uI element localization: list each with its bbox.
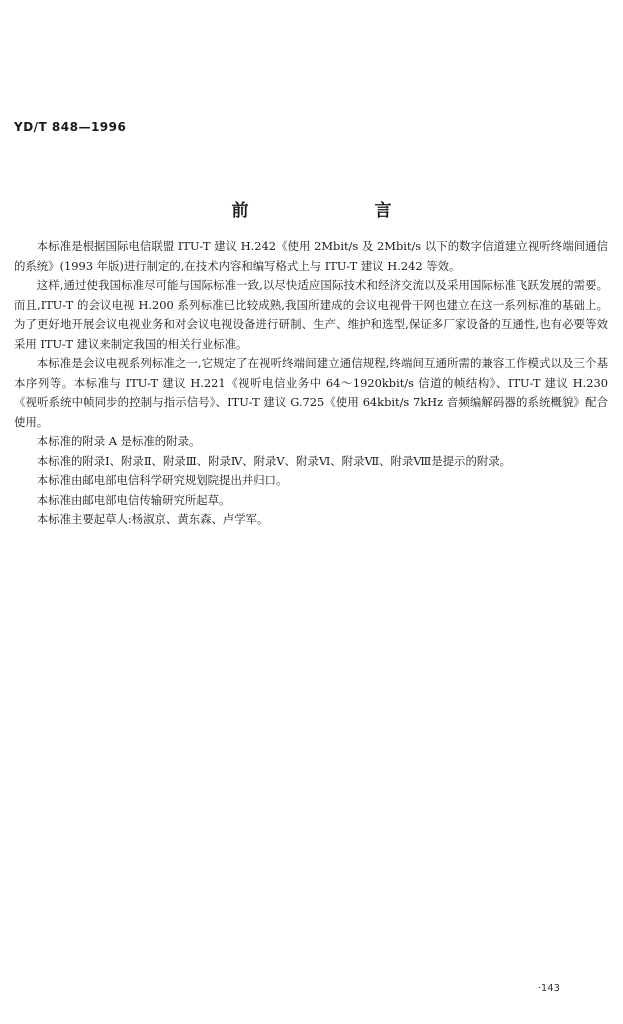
paragraph-drafters: 本标准主要起草人:杨淑京、黄东森、卢学军。 (36, 512, 269, 526)
paragraph-proposer: 本标准由邮电部电信科学研究规划院提出并归口。 (36, 473, 288, 487)
document-code: YD/T 848—1996 (14, 120, 127, 134)
section-title: 前 言 (231, 201, 452, 221)
page-number: ·143 (537, 983, 560, 994)
preface-body (14, 237, 608, 530)
paragraph-normative-annex: 本标准的附录 A 是标准的附录。 (36, 434, 201, 448)
paragraph-scope: 本标准是会议电视系列标准之一,它规定了在视听终端间建立通信规程,终端间互通所需的兼容工作模式以及三个基本序列等。本标准与 ITU-T 建议 H.221《视听电信业务中 64～1920kbit/s 信道的帧结构》、ITU-T 建议 H.230《视听系统中帧同步的控制与指示信号》、ITU-T 建议 G.725《使用 64kbit/s 7kHz 音频编解码器的系统概貌》配合使用。 (14, 356, 608, 429)
paragraph-informative-annexes: 本标准的附录Ⅰ、附录Ⅱ、附录Ⅲ、附录Ⅳ、附录Ⅴ、附录Ⅵ、附录Ⅶ、附录Ⅷ是提示的附录。 (36, 453, 512, 468)
paragraph-drafter-org: 本标准由邮电部电信传输研究所起草。 (36, 492, 231, 507)
paragraph-purpose: 这样,通过使我国标准尽可能与国际标准一致,以尽快适应国际技术和经济交流以及采用国际标准飞跃发展的需要。而且,ITU-T 的会议电视 H.200 系列标准已比较成熟,我国所建成的会议电视骨干网也建立在这一系列标准的基础上。为了更好地开展会议电视业务和对会议电视设备进行研制、生产、维护和选型,保证多厂家设备的互通性,也有必要等效采用 ITU-T 建议来制定我国的相关行业标准。 (14, 278, 608, 351)
paragraph-basis: 本标准是根据国际电信联盟 ITU-T 建议 H.242《使用 2Mbit/s 及 2Mbit/s 以下的数字信道建立视听终端间通信的系统》(1993 年版)进行制定的,在技术内容和编写格式上与 ITU-T 建议 H.242 等效。 (14, 239, 608, 273)
